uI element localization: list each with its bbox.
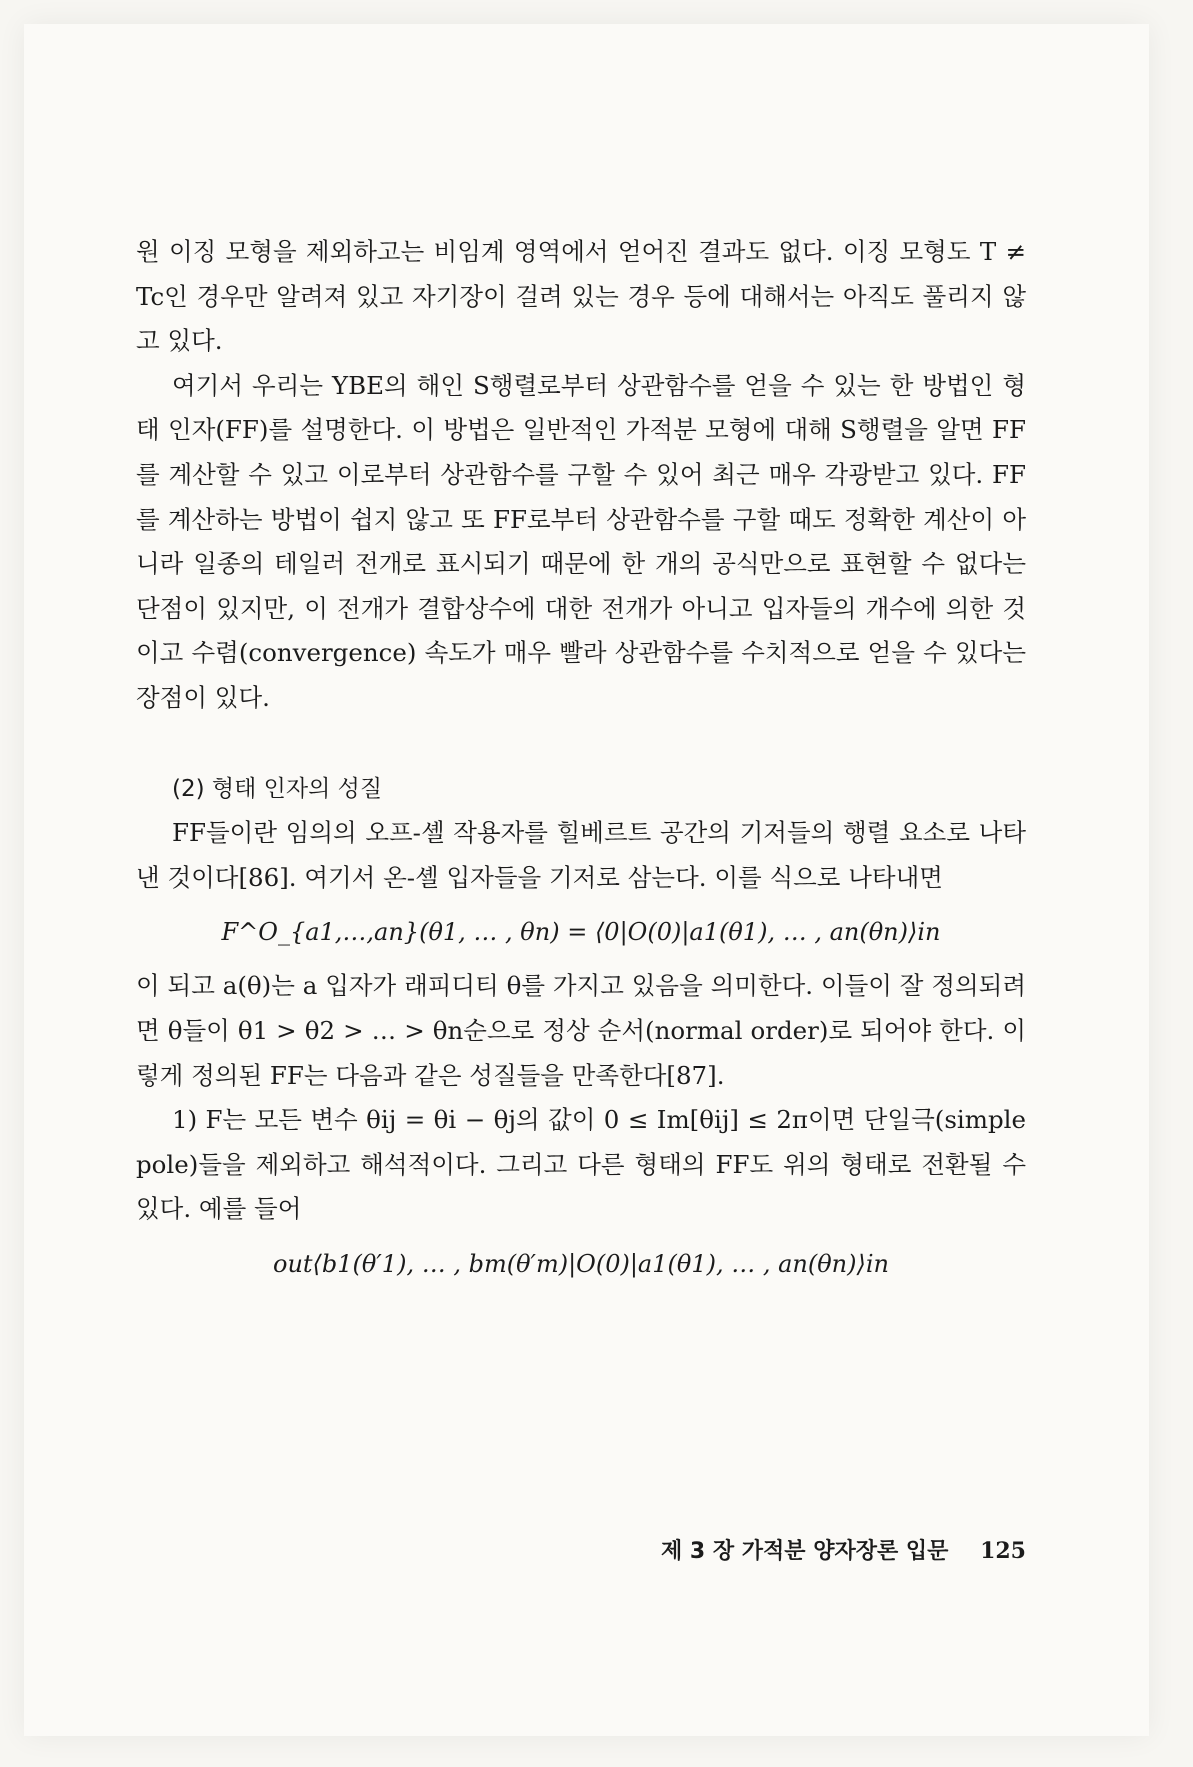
equation-form-factor: F^O_{a1,…,an}(θ1, … , θn) = ⟨0|O(0)|a1(θ1), … , an(θn)⟩in — [221, 918, 941, 947]
page-number: 125 — [980, 1538, 1026, 1564]
page-footer — [136, 1534, 1026, 1565]
section-title: (2) 형태 인자의 성질 — [172, 775, 383, 802]
paragraph-3: FF들이란 임의의 오프-셸 작용자를 힐베르트 공간의 기저들의 행렬 요소로 나타낸 것이다[86]. 여기서 온-셸 입자들을 기저로 삼는다. 이를 식으로 나타내면 — [136, 818, 1026, 892]
chapter-title: 제 3 장 가적분 양자장론 입문 — [661, 1539, 949, 1564]
paragraph-5: 1) F는 모든 변수 θij = θi − θj의 값이 0 ≤ Im[θij] ≤ 2π이면 단일극(simple pole)들을 제외하고 해석적이다. 그리고 다른 형태의 FF도 위의 형태로 전환될 수 있다. 예를 들어 — [136, 1105, 1026, 1224]
equation-matrix-element: out⟨b1(θ′1), … , bm(θ′m)|O(0)|a1(θ1), … , an(θn)⟩in — [273, 1249, 889, 1278]
book-page — [24, 24, 1149, 1736]
paragraph-2: 여기서 우리는 YBE의 해인 S행렬로부터 상관함수를 얻을 수 있는 한 방법인 형태 인자(FF)를 설명한다. 이 방법은 일반적인 가적분 모형에 대해 S행렬을 알면 FF를 계산할 수 있고 이로부터 상관함수를 구할 수 있어 최근 매우 각광받고 있다. FF를 계산하는 방법이 쉽지 않고 또 FF로부터 상관함수를 구할 때도 정확한 계산이 아니라 일종의 테일러 전개로 표시되기 때문에 한 개의 공식만으로 표현할 수 없다는 단점이 있지만, 이 전개가 결합상수에 대한 전개가 아니고 입자들의 개수에 의한 것이고 수렴(convergence) 속도가 매우 빨라 상관함수를 수치적으로 얻을 수 있다는 장점이 있다. — [136, 370, 1026, 712]
paragraph-4: 이 되고 a(θ)는 a 입자가 래피디티 θ를 가지고 있음을 의미한다. 이들이 잘 정의되려면 θ들이 θ1 > θ2 > … > θn순으로 정상 순서(normal order)로 되어야 한다. 이렇게 정의된 FF는 다음과 같은 성질들을 만족한다[87]. — [136, 971, 1026, 1090]
page-body — [136, 230, 1026, 1296]
paragraph-1: 원 이징 모형을 제외하고는 비임계 영역에서 얻어진 결과도 없다. 이징 모형도 T ≠ Tc인 경우만 알려져 있고 자기장이 걸려 있는 경우 등에 대해서는 아직도 풀리지 않고 있다. — [136, 237, 1026, 356]
